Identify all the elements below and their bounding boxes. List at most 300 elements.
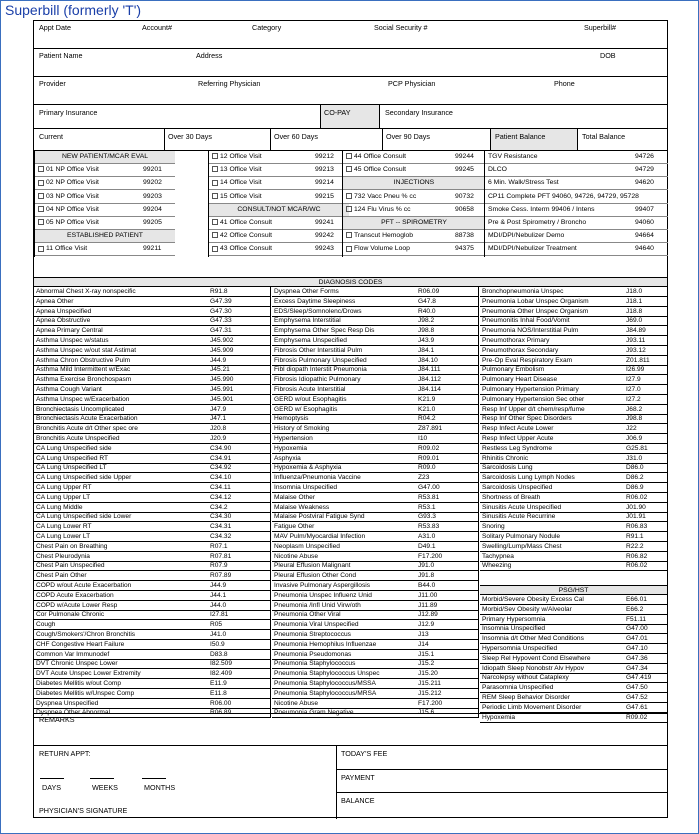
service-item[interactable] (343, 151, 485, 164)
diagnosis-description: Cough/Smokers'/Chron Bronchitis (36, 631, 136, 638)
service-item[interactable] (35, 164, 175, 177)
return-appt-label: RETURN APPT: (39, 749, 91, 758)
diagnosis-row[interactable] (480, 512, 667, 522)
diagnosis-row[interactable] (272, 601, 478, 611)
diagnosis-row[interactable] (34, 620, 270, 630)
diagnosis-row[interactable] (480, 424, 667, 434)
diagnosis-description: Sarcoidosis Lung (482, 464, 533, 472)
todays-fee-label: TODAY'S FEE (341, 749, 388, 758)
diagnosis-row[interactable] (480, 356, 667, 366)
diagnosis-row[interactable] (480, 522, 667, 532)
service-code: 99242 (315, 232, 334, 240)
diagnosis-code: J18.8 (626, 307, 643, 315)
diagnosis-description: CA Lung Unspecified LT (36, 464, 107, 472)
diagnosis-description: Asthma Unspec w/out stat Astimat (36, 346, 137, 354)
diagnosis-row[interactable] (34, 307, 270, 317)
service-item[interactable] (485, 230, 668, 243)
service-code: 99202 (143, 179, 162, 187)
service-label: DLCO (488, 166, 507, 174)
diagnosis-description: Diabetes Mellitis w/Unspec Comp (36, 689, 135, 697)
diagnosis-description: Pneumonia Staphylococcus Unspec (274, 670, 380, 678)
physician-signature-label: PHYSICIAN'S SIGNATURE (39, 806, 128, 815)
diagnosis-description: Excess Daytime Sleepiness (274, 297, 356, 305)
psg-row[interactable] (480, 624, 667, 634)
diagnosis-row[interactable] (480, 493, 667, 503)
diagnosis-code: R07.9 (210, 562, 228, 570)
diagnosis-row[interactable] (272, 336, 478, 346)
phone-label: Phone (554, 79, 575, 88)
diagnosis-row[interactable] (34, 326, 270, 336)
diagnosis-code: G25.81 (626, 444, 648, 452)
diagnosis-row[interactable] (34, 424, 270, 434)
remarks-label: REMARKS (39, 715, 75, 724)
diagnosis-row[interactable] (480, 375, 667, 385)
diagnosis-code: F17.200 (418, 552, 443, 560)
diagnosis-code: J84.89 (626, 327, 646, 335)
diagnosis-row[interactable] (34, 444, 270, 454)
diagnosis-row[interactable] (272, 689, 478, 699)
diagnosis-row[interactable] (480, 552, 667, 562)
diagnosis-code: J18.0 (626, 288, 643, 295)
diagnosis-row[interactable] (272, 444, 478, 454)
service-label: 12 Office Visit (220, 153, 262, 160)
diagnosis-code: K21.0 (418, 405, 436, 413)
service-label: 45 Office Consult (354, 166, 407, 174)
checkbox-icon[interactable] (346, 206, 352, 212)
checkbox-icon[interactable] (212, 166, 218, 172)
diagnosis-row[interactable] (272, 591, 478, 601)
diagnosis-code: J15.2 (418, 660, 435, 668)
diagnosis-row[interactable] (34, 336, 270, 346)
diagnosis-row[interactable] (480, 385, 667, 395)
diagnosis-row[interactable] (34, 699, 270, 709)
service-code: 88738 (455, 232, 474, 240)
diagnosis-row[interactable] (480, 532, 667, 542)
diagnosis-description: CA Lung Unspecified side Lower (36, 513, 132, 521)
diagnosis-row[interactable] (272, 405, 478, 415)
checkbox-icon[interactable] (346, 166, 352, 172)
psg-code: G47.50 (626, 684, 648, 692)
diagnosis-row[interactable] (34, 365, 270, 375)
diagnosis-description: Asthma Unspec w/status (36, 337, 109, 344)
diagnosis-row[interactable] (34, 385, 270, 395)
diagnosis-row[interactable] (480, 473, 667, 483)
diagnosis-row[interactable] (480, 395, 667, 405)
diagnosis-description: Common Var Immunodef (36, 650, 110, 658)
diagnosis-row[interactable] (272, 630, 478, 640)
psg-description: Idiopath Sleep Nonobstr Alv Hypov (482, 664, 584, 672)
diagnosis-row[interactable] (272, 610, 478, 620)
diagnosis-description: Restless Leg Syndrome (482, 444, 553, 452)
diagnosis-description: Apnea Other (36, 297, 74, 305)
referring-physician-label: Referring Physician (198, 79, 261, 88)
service-code: 90732 (455, 192, 474, 200)
diagnosis-code: R06.02 (626, 562, 648, 570)
diagnosis-description: CA Lung Unspecified RT (36, 454, 109, 462)
diagnosis-row[interactable] (34, 561, 270, 571)
diagnosis-row[interactable] (480, 297, 667, 307)
diagnosis-row[interactable] (480, 444, 667, 454)
diagnosis-description: Pneumonia Hemophilus Influenzae (274, 640, 377, 648)
service-code: 99215 (315, 192, 334, 200)
diagnosis-row[interactable] (480, 307, 667, 317)
checkbox-icon[interactable] (38, 219, 44, 225)
diagnosis-row[interactable] (272, 434, 478, 444)
service-item[interactable] (209, 151, 349, 164)
diagnosis-row[interactable] (480, 434, 667, 444)
diagnosis-row[interactable] (272, 287, 478, 297)
service-item[interactable] (35, 204, 175, 217)
diagnosis-row[interactable] (272, 297, 478, 307)
diagnosis-row[interactable] (34, 316, 270, 326)
checkbox-icon[interactable] (212, 232, 218, 238)
diagnosis-code: J31.0 (626, 454, 643, 462)
diagnosis-row[interactable] (34, 522, 270, 532)
diagnosis-row[interactable] (272, 512, 478, 522)
diagnosis-row[interactable] (272, 375, 478, 385)
diagnosis-row[interactable] (34, 346, 270, 356)
diagnosis-row[interactable] (34, 512, 270, 522)
diagnosis-description: Sarcoidosis Unspecified (482, 484, 553, 491)
service-item[interactable] (209, 230, 349, 243)
diagnosis-row[interactable] (34, 395, 270, 405)
diagnosis-code: J20.8 (210, 425, 227, 433)
checkbox-icon[interactable] (212, 246, 218, 252)
diagnosis-row[interactable] (480, 365, 667, 375)
diagnosis-row[interactable] (34, 532, 270, 542)
diagnosis-description: Asthma Mild Intermittent w/Exac (36, 366, 131, 374)
diagnosis-row[interactable] (272, 346, 478, 356)
diagnosis-code: I50.9 (210, 640, 225, 648)
service-code: 99243 (315, 245, 334, 253)
diagnosis-row[interactable] (480, 316, 667, 326)
diagnosis-code: C34.31 (210, 523, 232, 531)
psg-row[interactable] (480, 673, 667, 683)
psg-row[interactable] (480, 644, 667, 654)
diagnosis-code: J13 (418, 631, 429, 638)
diagnosis-description: Dyspnea Unspecified (36, 699, 99, 707)
psg-row[interactable] (480, 703, 667, 713)
diagnosis-code: G93.3 (418, 513, 436, 521)
service-label: TGV Resistance (488, 153, 538, 160)
header-row-3 (34, 77, 667, 105)
diagnosis-code: R53.81 (418, 493, 440, 501)
diagnosis-row[interactable] (272, 365, 478, 375)
psg-row[interactable] (480, 595, 667, 605)
diagnosis-code: G47.33 (210, 317, 232, 325)
diagnosis-row[interactable] (480, 542, 667, 552)
diagnosis-row[interactable] (272, 493, 478, 503)
diagnosis-code: J41.0 (210, 631, 227, 638)
service-item[interactable] (209, 164, 349, 177)
diagnosis-description: Bronchopneumonia Unspec (482, 288, 564, 295)
service-item[interactable] (485, 177, 668, 190)
service-item[interactable] (343, 204, 485, 217)
diagnosis-row[interactable] (34, 542, 270, 552)
diagnosis-row[interactable] (480, 483, 667, 493)
service-item[interactable] (343, 191, 485, 204)
diagnosis-row[interactable] (272, 385, 478, 395)
service-item[interactable] (485, 164, 668, 177)
checkbox-icon[interactable] (38, 180, 44, 186)
checkbox-icon[interactable] (346, 232, 352, 238)
secondary-insurance-label: Secondary Insurance (385, 108, 453, 117)
diagnosis-row[interactable] (480, 346, 667, 356)
diagnosis-description: Sinusitis Acute Recurrine (482, 513, 556, 521)
service-item[interactable] (485, 243, 668, 256)
service-item[interactable] (485, 204, 668, 217)
diagnosis-row[interactable] (34, 287, 270, 297)
diagnosis-code: J15.20 (418, 670, 438, 678)
checkbox-icon[interactable] (212, 193, 218, 199)
diagnosis-code: J45.901 (210, 395, 234, 403)
diagnosis-description: Pleural Effusion Malignant (274, 562, 351, 570)
diagnosis-row[interactable] (34, 552, 270, 562)
diagnosis-row[interactable] (480, 561, 667, 571)
diagnosis-code: C34.2 (210, 503, 228, 511)
service-item[interactable] (209, 177, 349, 190)
diagnosis-row[interactable] (480, 503, 667, 513)
header-row-4 (34, 105, 667, 129)
services-grid (34, 151, 667, 277)
checkbox-icon[interactable] (38, 166, 44, 172)
diagnosis-code: J45.902 (210, 337, 234, 344)
diagnosis-code: C34.91 (210, 454, 232, 462)
diagnosis-code: I82.409 (210, 670, 232, 678)
diagnosis-code: J98.8 (418, 327, 435, 335)
diagnosis-row[interactable] (272, 581, 478, 591)
service-item[interactable] (485, 151, 668, 164)
diagnosis-row[interactable] (272, 307, 478, 317)
header-row-5 (34, 129, 667, 151)
diagnosis-row[interactable] (272, 532, 478, 542)
diagnosis-row[interactable] (34, 630, 270, 640)
diagnosis-row[interactable] (34, 405, 270, 415)
checkbox-icon[interactable] (212, 153, 218, 159)
diagnosis-description: Emphysema Interstitial (274, 317, 341, 325)
diagnosis-row[interactable] (272, 473, 478, 483)
diagnosis-row[interactable] (272, 552, 478, 562)
diagnosis-row[interactable] (272, 650, 478, 660)
diagnosis-code: R06.89 (210, 709, 232, 717)
diagnosis-code: R91.1 (626, 533, 644, 540)
diagnosis-description: Chest Pain Other (36, 572, 87, 580)
service-item[interactable] (209, 191, 349, 204)
checkbox-icon[interactable] (212, 219, 218, 225)
diagnosis-code: J43.9 (418, 337, 435, 344)
diagnosis-description: Malaise Postviral Fatigue Synd (274, 513, 365, 521)
checkbox-icon[interactable] (38, 206, 44, 212)
diagnosis-row[interactable] (272, 699, 478, 709)
diagnosis-row[interactable] (480, 405, 667, 415)
diagnosis-code: J12.9 (418, 621, 435, 629)
diagnosis-code: R07.81 (210, 552, 232, 560)
service-item[interactable] (209, 217, 349, 230)
psg-description: Hypersomnia Unspecified (482, 645, 558, 652)
psg-description: REM Sleep Behavior Disorder (482, 694, 570, 701)
psg-row[interactable] (480, 605, 667, 615)
diagnosis-row[interactable] (480, 463, 667, 473)
diagnosis-row[interactable] (272, 640, 478, 650)
over-90-days-label: Over 90 Days (386, 132, 430, 141)
diagnosis-row[interactable] (34, 473, 270, 483)
diagnosis-row[interactable] (34, 375, 270, 385)
diagnosis-description: Hemoptysis (274, 415, 309, 423)
diagnosis-row[interactable] (34, 503, 270, 513)
service-label: Transcut Hemoglob (354, 232, 414, 240)
diagnosis-row[interactable] (34, 591, 270, 601)
checkbox-icon[interactable] (38, 193, 44, 199)
diagnosis-row[interactable] (272, 326, 478, 336)
diagnosis-description: Asthma Exercise Bronchospasm (36, 376, 132, 384)
diagnosis-code: J14 (418, 640, 429, 648)
diagnosis-row[interactable] (272, 454, 478, 464)
service-item[interactable] (35, 177, 175, 190)
superbill-number-label: Superbill# (584, 23, 616, 32)
diagnosis-row[interactable] (34, 640, 270, 650)
diagnosis-row[interactable] (272, 659, 478, 669)
diagnosis-row[interactable] (272, 414, 478, 424)
psg-row[interactable] (480, 664, 667, 674)
diagnosis-row[interactable] (272, 561, 478, 571)
diagnosis-row[interactable] (34, 463, 270, 473)
diagnosis-row[interactable] (34, 483, 270, 493)
diagnosis-row[interactable] (34, 659, 270, 669)
diagnosis-description: Cough (36, 621, 56, 629)
service-label: Flow Volume Loop (354, 245, 410, 253)
service-label: 02 NP Office Visit (46, 179, 99, 187)
diagnosis-code: G47.8 (418, 297, 436, 305)
psg-row[interactable] (480, 634, 667, 644)
diagnosis-description: Tachypnea (482, 552, 514, 560)
service-label: MDI/DPI/Nebulizer Treatment (488, 245, 577, 253)
diagnosis-code: C34.12 (210, 493, 232, 501)
diagnosis-code: C34.92 (210, 464, 232, 472)
checkbox-icon[interactable] (346, 193, 352, 199)
diagnosis-row[interactable] (480, 326, 667, 336)
diagnosis-code: J91.0 (418, 562, 435, 570)
diagnosis-code: J84.112 (418, 376, 441, 384)
diagnosis-row[interactable] (272, 669, 478, 679)
checkbox-icon[interactable] (212, 180, 218, 186)
diagnosis-row[interactable] (272, 522, 478, 532)
diagnosis-row[interactable] (34, 689, 270, 699)
diagnosis-row[interactable] (272, 679, 478, 689)
diagnosis-code: C34.10 (210, 474, 232, 482)
footer-area (34, 745, 667, 819)
diagnosis-row[interactable] (34, 581, 270, 591)
diagnosis-row[interactable] (272, 571, 478, 581)
diagnosis-code: J98.2 (418, 317, 435, 325)
service-code: 94620 (635, 179, 654, 187)
service-item[interactable] (343, 230, 485, 243)
psg-row[interactable] (480, 654, 667, 664)
diagnosis-row[interactable] (34, 493, 270, 503)
services-section-header (35, 151, 175, 164)
diagnosis-row[interactable] (480, 287, 667, 297)
diagnosis-description: Apnea Primary Central (36, 327, 103, 335)
diagnosis-row[interactable] (480, 414, 667, 424)
diagnosis-row[interactable] (272, 395, 478, 405)
diagnosis-code: J15.6 (418, 709, 435, 717)
psg-row[interactable] (480, 615, 667, 625)
checkbox-icon[interactable] (38, 246, 44, 252)
diagnosis-row[interactable] (272, 503, 478, 513)
diagnosis-code: G47.30 (210, 307, 232, 315)
diagnosis-description: Pleural Effusion Other Cond (274, 572, 356, 580)
diagnosis-row[interactable] (480, 336, 667, 346)
diagnosis-row[interactable] (272, 620, 478, 630)
service-label: MDI/DPI/Nebulizer Demo (488, 232, 565, 240)
diagnosis-code: J47.1 (210, 415, 227, 423)
service-label: 124 Flu Virus % cc (354, 205, 411, 213)
service-item[interactable] (35, 217, 175, 230)
service-item[interactable] (343, 243, 485, 256)
diagnosis-description: Pneumonia Other Unspec Organism (482, 307, 589, 315)
diagnosis-row[interactable] (272, 483, 478, 493)
diagnosis-description: Pneumonia Staphylococcus/MSSA (274, 680, 376, 687)
psg-code: G47.00 (626, 625, 648, 633)
service-item[interactable] (485, 191, 668, 204)
diagnosis-description: Wheezing (482, 562, 512, 570)
diagnosis-row[interactable] (34, 650, 270, 660)
diagnosis-code: I26.99 (626, 366, 645, 374)
diagnosis-row[interactable] (34, 679, 270, 689)
psg-description: Morbid/Sev Obesity w/Alveolar (482, 605, 572, 613)
diagnosis-row[interactable] (34, 434, 270, 444)
diagnosis-code: J84.114 (418, 386, 441, 393)
diagnosis-codes-header: DIAGNOSIS CODES (34, 277, 667, 287)
diagnosis-description: Neoplasm Unspecified (274, 542, 340, 550)
psg-row[interactable] (480, 683, 667, 693)
diagnosis-description: Resp Inf Other Spec Disorders (482, 415, 572, 423)
diagnosis-code: J84.111 (418, 366, 441, 374)
diagnosis-row[interactable] (34, 356, 270, 366)
diagnosis-row[interactable] (272, 316, 478, 326)
service-code: 94060 (635, 219, 654, 226)
service-code: 94726 (635, 153, 654, 160)
service-item[interactable] (485, 217, 668, 230)
diagnosis-row[interactable] (34, 297, 270, 307)
diagnosis-row[interactable] (272, 463, 478, 473)
diagnosis-row[interactable] (34, 414, 270, 424)
diagnosis-row[interactable] (34, 669, 270, 679)
service-item[interactable] (343, 164, 485, 177)
diagnosis-row[interactable] (34, 601, 270, 611)
diagnosis-row[interactable] (272, 356, 478, 366)
checkbox-icon[interactable] (346, 246, 352, 252)
diagnosis-row[interactable] (272, 424, 478, 434)
diagnosis-description: GERD w/out Esophagitis (274, 395, 347, 403)
diagnosis-description: Asthma Unspec w/Exacerbation (36, 395, 130, 403)
diagnosis-row[interactable] (272, 542, 478, 552)
diagnosis-row[interactable] (480, 454, 667, 464)
diagnosis-row[interactable] (34, 610, 270, 620)
checkbox-icon[interactable] (346, 153, 352, 159)
psg-row[interactable] (480, 693, 667, 703)
service-item[interactable] (35, 243, 175, 256)
diagnosis-row[interactable] (34, 454, 270, 464)
diagnosis-description: Pneumonia /Infl Unid Virw/oth (274, 601, 361, 609)
diagnosis-row[interactable] (34, 571, 270, 581)
service-item[interactable] (209, 243, 349, 256)
diagnosis-description: Apnea Unspecified (36, 307, 92, 315)
service-code: 99213 (315, 166, 334, 174)
diagnosis-description: Emphysema Other Spec Resp Dis (274, 327, 375, 335)
psg-description: Insomnia Unspecified (482, 625, 546, 633)
service-item[interactable] (35, 191, 175, 204)
diagnosis-description: Dyspnea Other Abnormal (36, 709, 111, 717)
